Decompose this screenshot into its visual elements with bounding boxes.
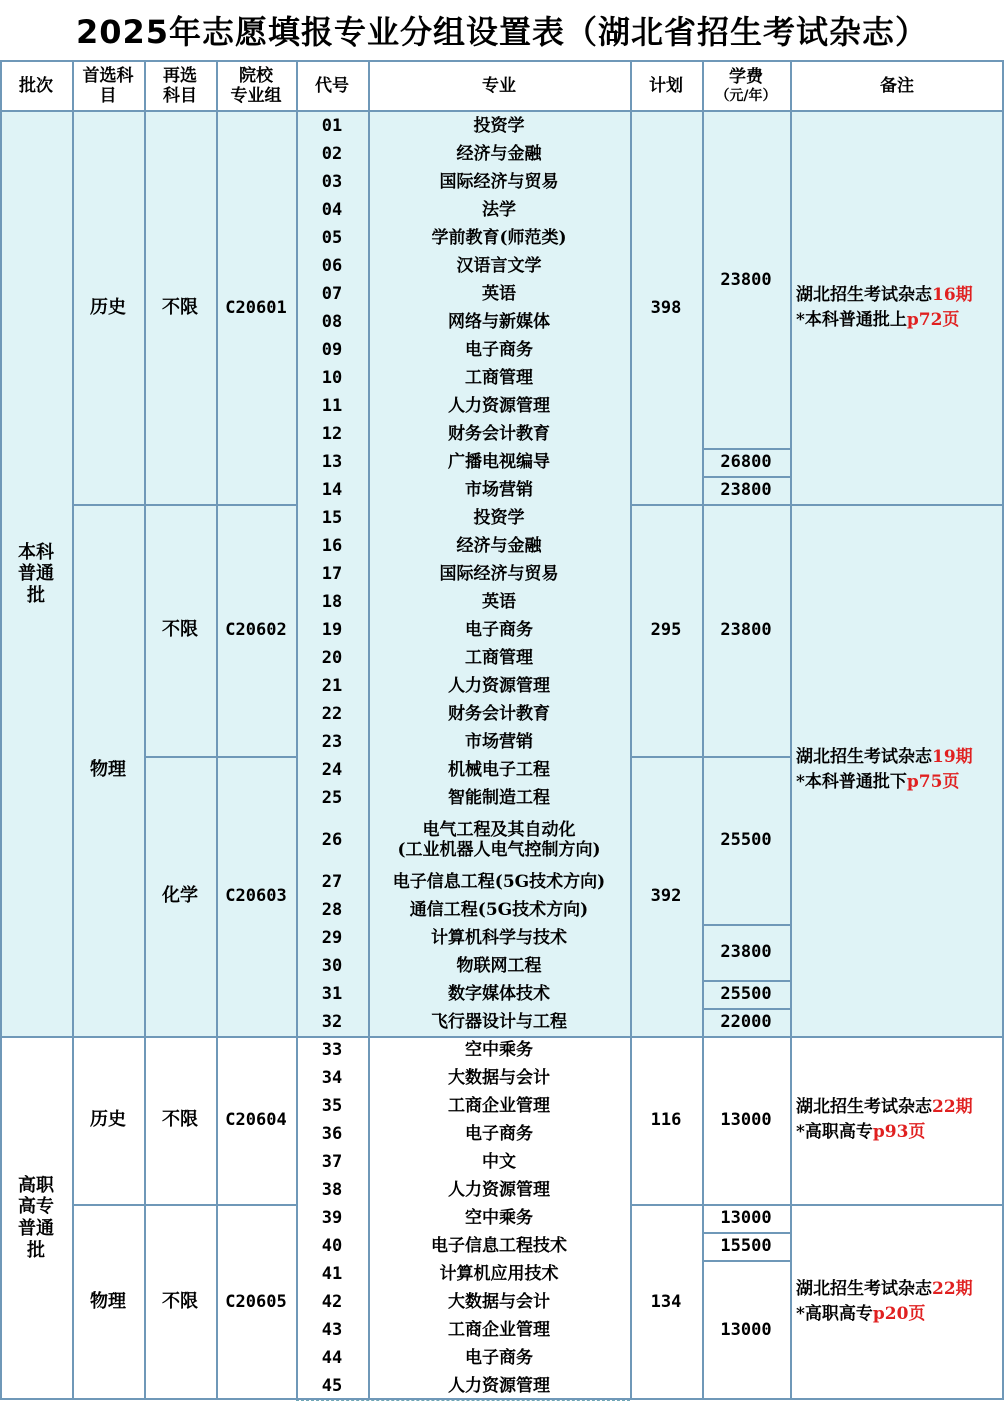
row-major: 智能制造工程 xyxy=(368,784,630,812)
note-g2-issue: 19期 xyxy=(932,747,973,768)
note-g5-page: p20页 xyxy=(872,1304,926,1324)
row-code: 35 xyxy=(296,1092,368,1120)
row-major: 网络与新媒体 xyxy=(368,308,630,336)
row-code: 19 xyxy=(296,616,368,644)
note-g4-line2-pre: *高职高专 xyxy=(796,1122,873,1142)
group-divider xyxy=(630,1204,1004,1206)
row-major: 英语 xyxy=(368,280,630,308)
row-code: 13 xyxy=(296,448,368,476)
note-g5-pre: 湖北招生考试杂志 xyxy=(796,1279,932,1300)
fee-divider xyxy=(702,980,790,982)
row-major: 电子商务 xyxy=(368,616,630,644)
row-major: 人力资源管理 xyxy=(368,672,630,700)
fee-divider xyxy=(702,448,790,450)
group-code-g1: C20601 xyxy=(216,112,296,504)
note-g1-page: p72页 xyxy=(906,310,960,330)
header-fee-line2: （元/年） xyxy=(715,87,777,104)
row-code: 30 xyxy=(296,952,368,980)
row-major: 大数据与会计 xyxy=(368,1288,630,1316)
fee-cell: 23800 xyxy=(702,924,790,980)
row-major: 国际经济与贸易 xyxy=(368,560,630,588)
header-first-subject-line2: 目 xyxy=(99,86,117,106)
row-major-line1: 电气工程及其自动化 xyxy=(422,819,576,840)
row-code: 11 xyxy=(296,392,368,420)
header-notes: 备注 xyxy=(880,75,914,96)
row-major: 广播电视编导 xyxy=(368,448,630,476)
row-code: 02 xyxy=(296,140,368,168)
batch-vocational-line1: 高职 xyxy=(18,1174,54,1196)
row-major: 电子商务 xyxy=(368,336,630,364)
plan-g1: 398 xyxy=(630,112,702,504)
note-g5-line2-pre: *高职高专 xyxy=(796,1304,873,1324)
note-g4-page: p93页 xyxy=(872,1122,926,1142)
row-major: 计算机应用技术 xyxy=(368,1260,630,1288)
page-title: 2025年志愿填报专业分组设置表（湖北省招生考试杂志） xyxy=(75,13,929,51)
second-subject-g2: 不限 xyxy=(144,504,216,756)
note-g2-line2-pre: *本科普通批下 xyxy=(796,772,907,792)
fee-cell: 25500 xyxy=(702,756,790,924)
note-g2-pre: 湖北招生考试杂志 xyxy=(796,747,932,768)
group-divider xyxy=(144,756,296,758)
header-second-subject-line2: 科目 xyxy=(163,86,197,106)
row-code: 34 xyxy=(296,1064,368,1092)
second-subject-g4: 不限 xyxy=(144,1036,216,1204)
column-divider xyxy=(216,60,218,1400)
plan-g5: 134 xyxy=(630,1204,702,1400)
row-code: 33 xyxy=(296,1036,368,1064)
header-first-subject-line1: 首选科 xyxy=(82,65,134,86)
row-code: 43 xyxy=(296,1316,368,1344)
row-major: 工商管理 xyxy=(368,644,630,672)
group-divider xyxy=(630,756,790,758)
row-code: 06 xyxy=(296,252,368,280)
row-code: 42 xyxy=(296,1288,368,1316)
note-g2-page: p75页 xyxy=(906,772,960,792)
first-subject-g1: 历史 xyxy=(72,112,144,504)
row-major: 通信工程(5G技术方向) xyxy=(368,896,630,924)
row-code: 08 xyxy=(296,308,368,336)
row-code: 28 xyxy=(296,896,368,924)
row-major: 电子信息工程技术 xyxy=(368,1232,630,1260)
row-code: 20 xyxy=(296,644,368,672)
row-major: 飞行器设计与工程 xyxy=(368,1008,630,1036)
row-major: 大数据与会计 xyxy=(368,1064,630,1092)
fee-divider xyxy=(702,924,790,926)
fee-cell: 22000 xyxy=(702,1008,790,1036)
batch-undergrad-line2: 普通 xyxy=(18,563,54,585)
row-code: 31 xyxy=(296,980,368,1008)
fee-cell: 13000 xyxy=(702,1204,790,1232)
group-code-g3: C20603 xyxy=(216,756,296,1036)
row-major: 人力资源管理 xyxy=(368,1176,630,1204)
fee-cell: 13000 xyxy=(702,1036,790,1204)
row-major: 数字媒体技术 xyxy=(368,980,630,1008)
row-major: 人力资源管理 xyxy=(368,1372,630,1400)
note-g4-issue: 22期 xyxy=(932,1097,973,1118)
batch-divider xyxy=(0,1036,1004,1038)
row-code: 45 xyxy=(296,1372,368,1400)
fee-divider xyxy=(702,1008,790,1010)
batch-vocational-line4: 批 xyxy=(27,1239,45,1261)
note-g1-issue: 16期 xyxy=(932,285,973,306)
row-code: 22 xyxy=(296,700,368,728)
fee-cell: 23800 xyxy=(702,504,790,756)
row-major: 物联网工程 xyxy=(368,952,630,980)
batch-undergrad-line3: 批 xyxy=(27,584,45,606)
column-divider xyxy=(296,60,298,1400)
second-subject-g1: 不限 xyxy=(144,112,216,504)
plan-g3: 392 xyxy=(630,756,702,1036)
row-code: 40 xyxy=(296,1232,368,1260)
row-major: 市场营销 xyxy=(368,476,630,504)
row-major: 法学 xyxy=(368,196,630,224)
row-code: 05 xyxy=(296,224,368,252)
row-code: 38 xyxy=(296,1176,368,1204)
row-code: 14 xyxy=(296,476,368,504)
header-divider xyxy=(0,110,1004,112)
row-major: 财务会计教育 xyxy=(368,700,630,728)
row-code: 10 xyxy=(296,364,368,392)
row-major: 经济与金融 xyxy=(368,140,630,168)
fee-divider xyxy=(702,1232,790,1234)
row-code: 27 xyxy=(296,868,368,896)
fee-cell: 26800 xyxy=(702,448,790,476)
group-divider xyxy=(630,504,1004,506)
fee-divider xyxy=(702,1260,790,1262)
row-code: 17 xyxy=(296,560,368,588)
row-major: 机械电子工程 xyxy=(368,756,630,784)
plan-g4: 116 xyxy=(630,1036,702,1204)
column-divider xyxy=(790,60,792,1400)
row-major: 财务会计教育 xyxy=(368,420,630,448)
row-major: 电子商务 xyxy=(368,1344,630,1372)
row-major: 工商企业管理 xyxy=(368,1316,630,1344)
group-code-g2: C20602 xyxy=(216,504,296,756)
row-code: 12 xyxy=(296,420,368,448)
row-major-line2: (工业机器人电气控制方向) xyxy=(397,840,601,860)
row-code: 26 xyxy=(296,812,368,868)
row-code: 21 xyxy=(296,672,368,700)
batch-vocational-line3: 普通 xyxy=(18,1218,54,1239)
column-divider xyxy=(368,60,370,1400)
plan-g2: 295 xyxy=(630,504,702,756)
row-major: 经济与金融 xyxy=(368,532,630,560)
row-major: 人力资源管理 xyxy=(368,392,630,420)
column-divider xyxy=(702,60,704,1400)
header-code: 代号 xyxy=(315,75,349,96)
group-divider xyxy=(72,504,296,506)
row-code: 03 xyxy=(296,168,368,196)
row-code: 04 xyxy=(296,196,368,224)
column-divider xyxy=(630,60,632,1400)
row-code: 44 xyxy=(296,1344,368,1372)
row-major: 工商企业管理 xyxy=(368,1092,630,1120)
row-code: 23 xyxy=(296,728,368,756)
header-group-line2: 专业组 xyxy=(230,86,282,106)
column-divider xyxy=(72,60,74,1400)
fee-cell: 23800 xyxy=(702,476,790,504)
batch-vocational-line2: 高专 xyxy=(18,1196,54,1218)
first-subject-g5: 物理 xyxy=(72,1204,144,1400)
note-g1-line2-pre: *本科普通批上 xyxy=(796,310,907,330)
row-major: 空中乘务 xyxy=(368,1036,630,1064)
row-major: 空中乘务 xyxy=(368,1204,630,1232)
row-major: 国际经济与贸易 xyxy=(368,168,630,196)
note-g4-pre: 湖北招生考试杂志 xyxy=(796,1097,932,1118)
group-code-g5: C20605 xyxy=(216,1204,296,1400)
row-code: 09 xyxy=(296,336,368,364)
header-plan: 计划 xyxy=(649,75,683,96)
row-major: 汉语言文学 xyxy=(368,252,630,280)
row-code: 16 xyxy=(296,532,368,560)
row-major: 投资学 xyxy=(368,112,630,140)
header-major: 专业 xyxy=(482,75,516,96)
fee-cell: 25500 xyxy=(702,980,790,1008)
header-second-subject-line1: 再选 xyxy=(163,65,197,86)
group-divider xyxy=(72,1204,296,1206)
fee-cell: 15500 xyxy=(702,1232,790,1260)
row-major: 计算机科学与技术 xyxy=(368,924,630,952)
header-group-line1: 院校 xyxy=(239,65,273,86)
row-code: 39 xyxy=(296,1204,368,1232)
note-g1-pre: 湖北招生考试杂志 xyxy=(796,285,932,306)
row-code: 07 xyxy=(296,280,368,308)
fee-cell: 13000 xyxy=(702,1260,790,1400)
second-subject-g3: 化学 xyxy=(144,756,216,1036)
row-code: 24 xyxy=(296,756,368,784)
row-major: 英语 xyxy=(368,588,630,616)
row-code: 32 xyxy=(296,1008,368,1036)
row-code: 29 xyxy=(296,924,368,952)
header-batch: 批次 xyxy=(19,75,53,96)
fee-cell: 23800 xyxy=(702,112,790,448)
group-code-g4: C20604 xyxy=(216,1036,296,1204)
row-major: 工商管理 xyxy=(368,364,630,392)
row-major: 电子信息工程(5G技术方向) xyxy=(368,868,630,896)
row-major: 电子商务 xyxy=(368,1120,630,1148)
row-code: 01 xyxy=(296,112,368,140)
row-code: 15 xyxy=(296,504,368,532)
row-major: 学前教育(师范类) xyxy=(368,224,630,252)
note-g5-issue: 22期 xyxy=(932,1279,973,1300)
row-code: 37 xyxy=(296,1148,368,1176)
second-subject-g5: 不限 xyxy=(144,1204,216,1400)
fee-divider xyxy=(702,476,790,478)
row-code: 25 xyxy=(296,784,368,812)
row-code: 41 xyxy=(296,1260,368,1288)
row-major: 市场营销 xyxy=(368,728,630,756)
row-code: 36 xyxy=(296,1120,368,1148)
first-subject-g4: 历史 xyxy=(72,1036,144,1204)
first-subject-g2: 物理 xyxy=(72,504,144,1036)
column-divider xyxy=(144,60,146,1400)
batch-undergrad-line1: 本科 xyxy=(18,541,54,563)
row-major: 投资学 xyxy=(368,504,630,532)
table-border xyxy=(0,60,1004,1400)
row-code: 18 xyxy=(296,588,368,616)
header-fee-line1: 学费 xyxy=(729,67,763,88)
row-major: 中文 xyxy=(368,1148,630,1176)
